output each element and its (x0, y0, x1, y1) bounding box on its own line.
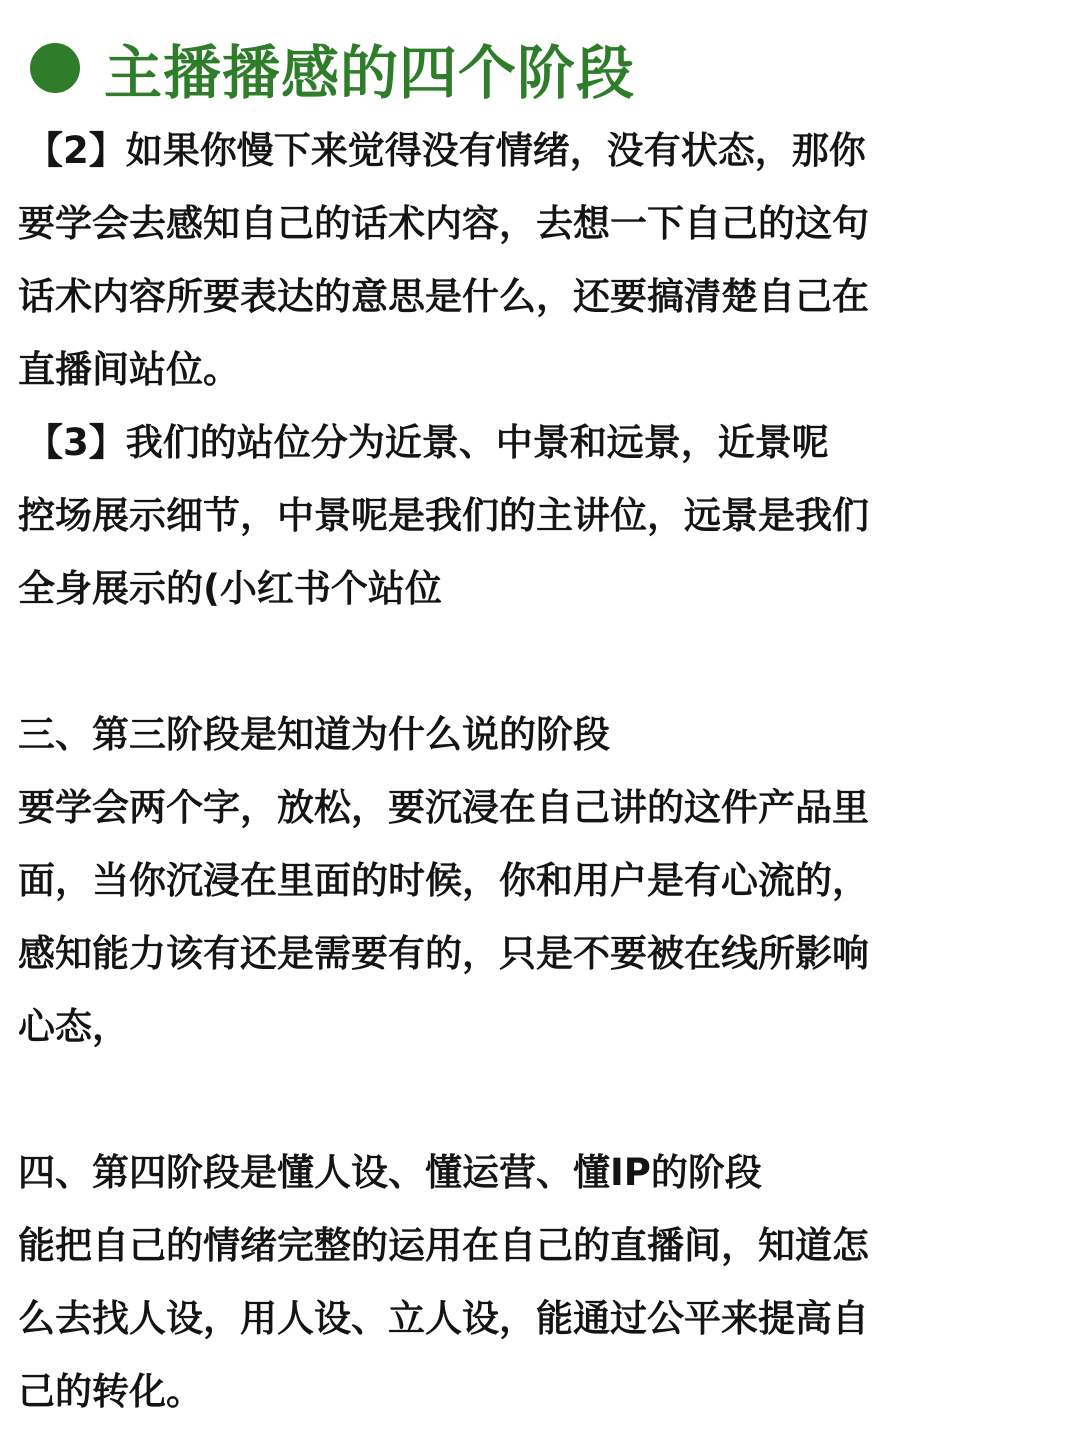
body-line: 么去找人设，用人设、立人设，能通过公平来提高自 (18, 1297, 869, 1340)
body-line: 全身展示的(小红书个站位 (18, 567, 442, 610)
body-line: 【2】如果你慢下来觉得没有情绪，没有状态，那你 (26, 129, 866, 172)
body-line: 感知能力该有还是需要有的，只是不要被在线所影响 (18, 932, 869, 975)
body-line: 面，当你沉浸在里面的时候，你和用户是有心流的， (18, 859, 869, 902)
section-heading: 三、第三阶段是知道为什么说的阶段 (18, 713, 610, 756)
body-line: 直播间站位。 (18, 348, 240, 391)
body-line: 话术内容所要表达的意思是什么，还要搞清楚自己在 (18, 275, 869, 318)
body-line: 要学会两个字，放松，要沉浸在自己讲的这件产品里 (18, 786, 869, 829)
body-line: 【3】我们的站位分为近景、中景和远景，近景呢 (26, 421, 829, 464)
body-line: 心态， (18, 1005, 129, 1048)
section-heading: 四、第四阶段是懂人设、懂运营、懂IP的阶段 (18, 1151, 762, 1194)
body-line: 控场展示细节，中景呢是我们的主讲位，远景是我们 (18, 494, 869, 537)
body-line: 要学会去感知自己的话术内容，去想一下自己的这句 (18, 202, 869, 245)
body-line: 能把自己的情绪完整的运用在自己的直播间，知道怎 (18, 1224, 869, 1267)
title-row (30, 30, 635, 106)
bullet-dot-icon (30, 43, 80, 93)
body-line: 己的转化。 (18, 1370, 203, 1413)
page-title: 主播播感的四个阶段 (104, 39, 636, 107)
